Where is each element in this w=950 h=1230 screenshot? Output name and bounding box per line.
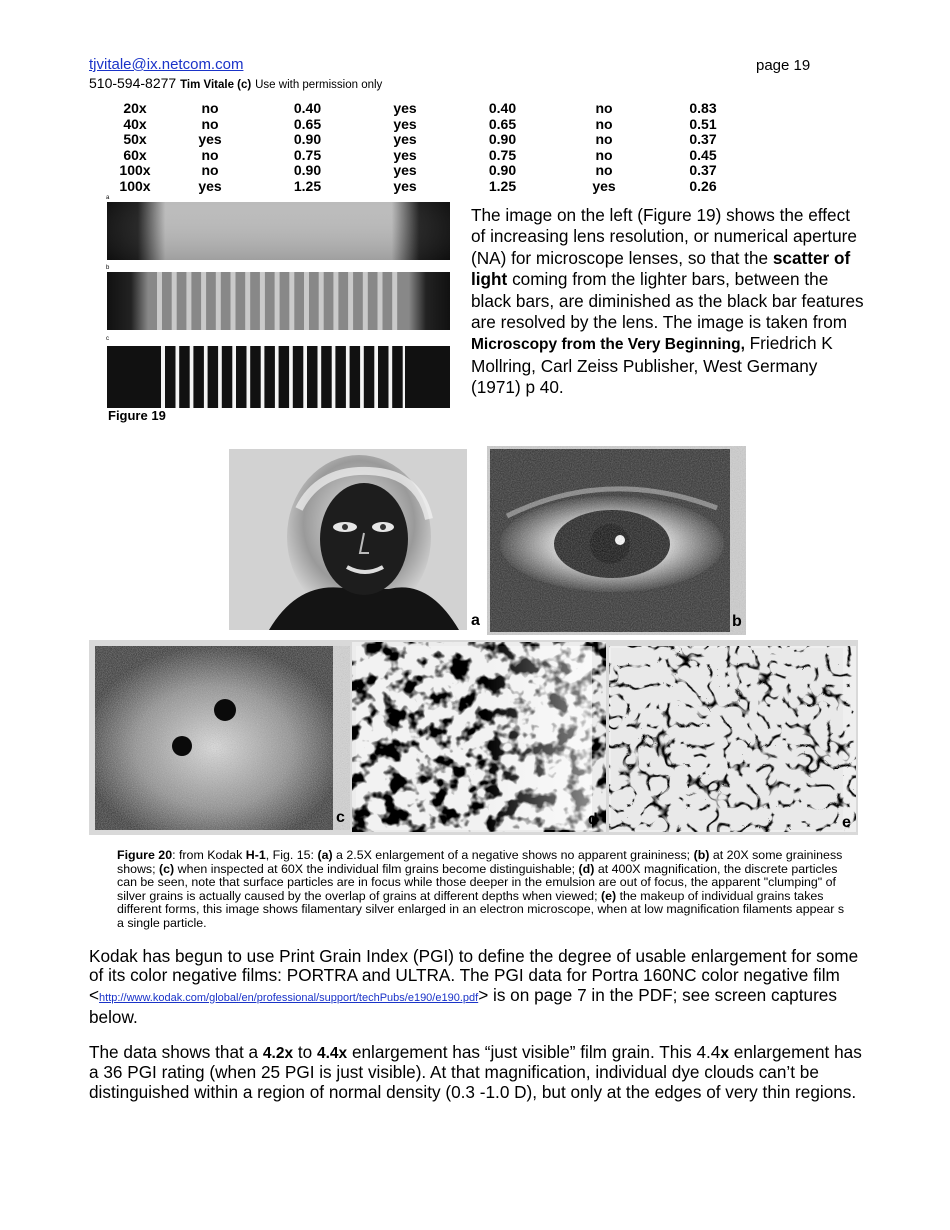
table-cell: 0.90 [293,131,322,147]
fig19-resolved-bar [335,346,346,408]
table-cell: 100x [119,177,151,194]
table-cell: 0.65 [488,115,517,132]
table-cell: 0.75 [293,146,322,163]
fig19-resolved-bar [307,346,318,408]
table-cell: 50x [123,131,147,147]
fig19-blurred-bar [260,272,265,330]
table-cell: no [201,146,219,163]
table-cell: yes [393,177,417,194]
table-cell: no [201,162,219,178]
table-row [110,179,748,195]
table-cell: yes [393,100,417,116]
table-cell: 0.40 [488,100,517,116]
pgi-paragraph: Kodak has begun to use Print Grain Index (PGI) to define the degree of usable enlargement for some of its color negative films: PORTRA and ULTRA. The PGI data for Portra 160NC color negative film <http://www.kodak.com/global/en/professional/support/techPubs/e190/e190.pdf> is on page 7 in the PDF; see screen captures below. [89,946,859,1027]
table-row [110,148,748,164]
table-cell: yes [198,131,222,147]
table-cell: 0.90 [488,162,517,178]
table-cell: 0.37 [689,131,717,147]
table-cell: 0.26 [689,177,717,194]
fig19-resolved-bar [378,346,389,408]
fig19-blurred-bar [304,272,309,330]
figure-20-label-e: e [842,814,851,831]
table-cell: 0.83 [689,100,717,116]
table-row [110,163,748,179]
page-number: page 19 [756,57,811,74]
table-cell: 1.25 [293,177,322,194]
fig19-resolved-bar [264,346,275,408]
table-cell: 40x [123,115,147,132]
table-cell: 20x [123,100,147,116]
table-cell: no [595,115,613,132]
fig19-resolved-bar [193,346,204,408]
table-row [110,132,748,148]
fig19-resolved-bar [250,346,261,408]
fig19-resolved-bar [179,346,190,408]
table-cell: 0.37 [689,162,717,178]
figure-20-photo-c [95,646,350,830]
table-cell: 0.40 [293,100,322,116]
fig19-blurred-bar [378,272,383,330]
figure-20-label-b: b [732,613,742,630]
table-cell: yes [393,146,417,163]
table-cell: no [595,131,613,147]
fig19-label-b: b [106,265,110,271]
phone-number: 510-594-8277 [89,75,177,91]
header-contact [89,75,382,91]
table-cell: 0.90 [293,162,322,178]
fig19-resolved-bar [364,346,375,408]
table-row [110,117,748,133]
fig19-blurred-bar [392,272,397,330]
table-cell: 1.25 [488,177,517,194]
figure-19-caption: Figure 19 [108,408,166,423]
table-cell: yes [393,162,417,178]
magnification-table [110,101,748,194]
kodak-pdf-link[interactable]: http://www.kodak.com/global/en/professional/support/techPubs/e190/e190.pdf [99,991,479,1004]
table-cell: 0.51 [689,115,717,132]
table-cell: 0.75 [488,146,517,163]
figure-20-photo-b [487,446,746,635]
fig19-blurred-bar [275,272,280,330]
figure-19-description: The image on the left (Figure 19) shows the effect of increasing lens resolution, or numerical aperture (NA) for microscope lenses, so that the scatter of light coming from the lighter bars, between the black bars, are diminished as the black bar features are resolved by the lens. The image is taken from Microscopy from the Very Beginning, Friedrich K Mollring, Carl Zeiss Publisher, West Germany (1971) p 40. [471,205,864,398]
fig19-resolved-bar [293,346,304,408]
fig19-resolved-bar [222,346,233,408]
fig19-blurred-bar [333,272,338,330]
fig19-blurred-bar [231,272,236,330]
fig19-blurred-bar [289,272,294,330]
fig19-blurred-bar [245,272,250,330]
table-cell: no [201,115,219,132]
fig19-resolved-bar [165,346,176,408]
table-cell: no [595,100,613,116]
table-cell: 0.90 [488,131,517,147]
table-row [110,101,748,117]
fig19-label-a: a [106,195,110,201]
fig19-resolved-bar [350,346,361,408]
table-cell: yes [393,115,417,132]
permission-note: Use with permission only [255,79,383,91]
fig19-resolved-bar [279,346,290,408]
table-cell: no [201,100,219,116]
figure-19-image [105,193,450,411]
fig19-resolved-bar [321,346,332,408]
table-cell: yes [393,131,417,147]
table-cell: 60x [123,146,147,163]
fig19-resolved-bar [236,346,247,408]
figure-20-label-a: a [471,612,480,629]
fig19-blurred-bar [172,272,177,330]
fig19-blurred-bar [186,272,191,330]
table-cell: 0.45 [689,146,717,163]
fig19-blurred-bar [363,272,368,330]
table-cell: 0.65 [293,115,322,132]
fig19-resolved-bar [392,346,403,408]
table-cell: yes [198,177,222,194]
fig19-resolved-bar [208,346,219,408]
table-cell: yes [592,177,616,194]
fig19-blurred-bar [216,272,221,330]
figure-20-label-d: d [588,811,598,828]
figure-20-photo-e [609,646,856,832]
fig19-blurred-bar [201,272,206,330]
table-cell: no [595,146,613,163]
table-cell: no [595,162,613,178]
data-paragraph: The data shows that a 4.2x to 4.4x enlargement has “just visible” film grain. This 4.4x enlargement has a 36 PGI rating (when 25 PGI is just visible). At that magnification, individual dye clouds can’t be distinguished within a region of normal density (0.3 -1.0 D), but only at the edges of very thin regions. [89,1042,862,1102]
figure-20-photo-d [352,642,606,832]
fig19-blurred-bar [157,272,162,330]
figure-20-label-c: c [336,809,345,826]
fig19-label-c: c [106,336,109,342]
author-name: Tim Vitale (c) [180,79,252,91]
table-cell: 100x [119,162,151,178]
email-link[interactable]: tjvitale@ix.netcom.com [89,56,244,73]
figure-20-caption: Figure 20: from Kodak H-1, Fig. 15: (a) a 2.5X enlargement of a negative shows no apparent graininess; (b) at 20X some graininess shows; (c) when inspected at 60X the individual film grains become distinguishable; (d) at 400X magnification, the discrete particles can be seen, note that surface particles are in focus while those deeper in the emulsion are out of focus, the apparent "clumping" of silver grains is actually caused by the overlap of grains at different depths when viewed; (e) the makeup of individual grains takes different forms, this image shows filamentary silver enlarged in an electron microscope, when at low magnification filaments appear s a single particle. [117,848,845,930]
figure-20-photo-a [229,449,486,630]
fig19-blurred-bar [319,272,324,330]
fig19-blurred-bar [348,272,353,330]
